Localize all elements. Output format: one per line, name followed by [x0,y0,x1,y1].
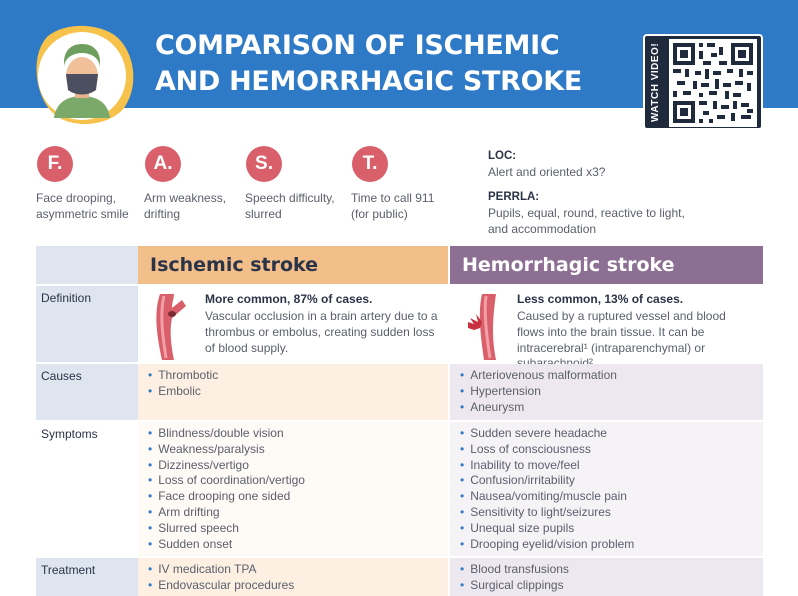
list-item-text: Embolic [158,383,201,398]
cell-hemorrhagic-definition [450,286,763,362]
bullet-icon: • [148,473,153,488]
list-item [460,537,763,553]
row-label: Symptoms [36,422,138,556]
list-item [460,384,763,400]
bullet-list [138,558,448,594]
bullet-icon: • [148,504,153,519]
list-item [460,400,763,416]
bullet-icon: • [148,441,153,456]
definition-text: Vascular occlusion in a brain artery due to a thrombus or embolus, creating sudden loss of blood supply. [205,309,438,355]
fast-line: asymmetric smile [36,207,129,221]
list-item [460,505,763,521]
definition-text: Caused by a ruptured vessel and blood flows into the brain tissue. It can be intracerebral¹ (intraparenchymal) or [517,309,726,355]
assessment-text: Pupils, equal, round, reactive to light, [488,206,685,220]
table-header-row [36,246,763,284]
bullet-icon: • [460,399,465,414]
fast-line: (for public) [351,207,408,221]
list-item [148,426,448,442]
list-item-text: Loss of coordination/vertigo [158,473,305,488]
assessment-heading: LOC: [488,150,517,162]
title-line-2: AND HEMORRHAGIC STROKE [155,66,583,97]
cell-ischemic-symptoms [138,422,448,556]
list-item-text: Blood transfusions [470,562,569,576]
list-item-text: Arteriovenous malformation [470,368,617,382]
table-header-blank [36,246,138,284]
bullet-list [138,422,448,552]
bullet-icon: • [460,383,465,398]
occluded-artery-icon [152,292,192,362]
cell-hemorrhagic-symptoms [450,422,763,556]
list-item-text: Weakness/paralysis [158,441,265,456]
list-item [460,562,763,578]
list-item [148,458,448,474]
fast-item-t [351,146,461,222]
table-row-causes [36,364,763,420]
fast-letter-badge: A. [145,146,181,182]
list-item [148,368,448,384]
bullet-icon: • [148,426,153,440]
bullet-icon: • [460,489,465,504]
bullet-icon: • [460,473,465,488]
bullet-list [450,364,763,415]
bullet-icon: • [148,489,153,504]
list-item [460,442,763,458]
list-item [148,384,448,400]
fast-item-s [245,146,355,222]
list-item-text: Surgical clippings [470,577,564,592]
fast-line: Arm weakness, [144,191,227,205]
list-item-text: Sudden onset [158,536,233,551]
fast-description [351,190,461,222]
bullet-list [138,364,448,400]
bullet-icon: • [148,368,153,382]
bullet-icon: • [148,577,153,592]
list-item [460,368,763,384]
list-item [148,562,448,578]
nurse-avatar [28,18,140,130]
column-header-ischemic: Ischemic stroke [138,246,448,284]
fast-line: Speech difficulty, [245,191,335,205]
bullet-icon: • [460,368,465,382]
cell-ischemic-definition [138,286,448,362]
bullet-list [450,558,763,594]
list-item-text: Face drooping one sided [158,489,291,504]
title-line-1: COMPARISON OF ISCHEMIC [155,30,560,61]
list-item [148,442,448,458]
list-item [148,537,448,553]
bullet-icon: • [148,457,153,472]
assessment-perrla [488,189,728,237]
list-item-text: Aneurysm [470,399,525,414]
bullet-icon: • [460,426,465,440]
list-item [148,505,448,521]
list-item [460,521,763,537]
list-item-text: Sudden severe headache [470,426,607,440]
list-item-text: Drooping eyelid/vision problem [470,536,635,551]
fast-letter-badge: F. [37,146,73,182]
list-item [460,578,763,594]
watch-video-qr[interactable] [643,34,763,130]
list-item-text: Slurred speech [158,520,239,535]
column-header-hemorrhagic: Hemorrhagic stroke [450,246,763,284]
row-label: Causes [36,364,138,420]
table-row-definition [36,286,763,362]
table-row-symptoms [36,422,763,556]
bullet-icon: • [148,562,153,576]
assessment-heading: PERRLA: [488,191,540,203]
list-item-text: Blindness/double vision [158,426,284,440]
bullet-icon: • [460,457,465,472]
fast-description [245,190,355,222]
cell-hemorrhagic-treatment [450,558,763,596]
qr-code-icon[interactable] [669,39,757,127]
fast-line: slurred [245,207,282,221]
bullet-icon: • [460,562,465,576]
fast-letter-badge: T. [352,146,388,182]
ruptured-vessel-icon [464,292,504,362]
fast-description [36,190,146,222]
row-label: Treatment [36,558,138,596]
list-item [148,473,448,489]
bullet-icon: • [148,536,153,551]
assessment-text: Alert and oriented x3? [488,165,606,179]
assessment-loc [488,148,728,180]
bullet-list [450,422,763,552]
list-item-text: Arm drifting [158,504,220,519]
fast-item-f [36,146,146,222]
list-item-text: IV medication TPA [158,562,257,576]
bullet-icon: • [460,577,465,592]
row-label: Definition [36,286,138,362]
page-title [155,28,582,100]
bullet-icon: • [148,383,153,398]
qr-label: WATCH VIDEO! [650,42,661,122]
definition-highlight: Less common, 13% of cases. [517,292,684,306]
list-item [460,489,763,505]
list-item-text: Sensitivity to light/seizures [470,504,611,519]
bullet-icon: • [460,441,465,456]
list-item-text: Inability to move/feel [470,457,580,472]
assessment-text: and accommodation [488,222,597,236]
bullet-icon: • [460,520,465,535]
list-item-text: Endovascular procedures [158,577,295,592]
bullet-icon: • [460,504,465,519]
list-item [460,458,763,474]
list-item-text: Unequal size pupils [470,520,575,535]
fast-line: Face drooping, [36,191,117,205]
list-item-text: Hypertension [470,383,541,398]
cell-ischemic-treatment [138,558,448,596]
fast-item-a [144,146,254,222]
list-item [148,578,448,594]
list-item [460,473,763,489]
cell-hemorrhagic-causes [450,364,763,420]
cell-ischemic-causes [138,364,448,420]
table-row-treatment [36,558,763,596]
fast-line: Time to call 911 [351,191,435,205]
fast-description [144,190,254,222]
list-item-text: Loss of consciousness [470,441,591,456]
definition-highlight: More common, 87% of cases. [205,292,373,306]
fast-letter-badge: S. [246,146,282,182]
list-item-text: Thrombotic [158,368,219,382]
fast-line: drifting [144,207,181,221]
list-item-text: Confusion/irritability [470,473,575,488]
bullet-icon: • [148,520,153,535]
list-item-text: Dizziness/vertigo [158,457,249,472]
list-item-text: Nausea/vomiting/muscle pain [470,489,627,504]
list-item [460,426,763,442]
list-item [148,521,448,537]
list-item [148,489,448,505]
bullet-icon: • [460,536,465,551]
